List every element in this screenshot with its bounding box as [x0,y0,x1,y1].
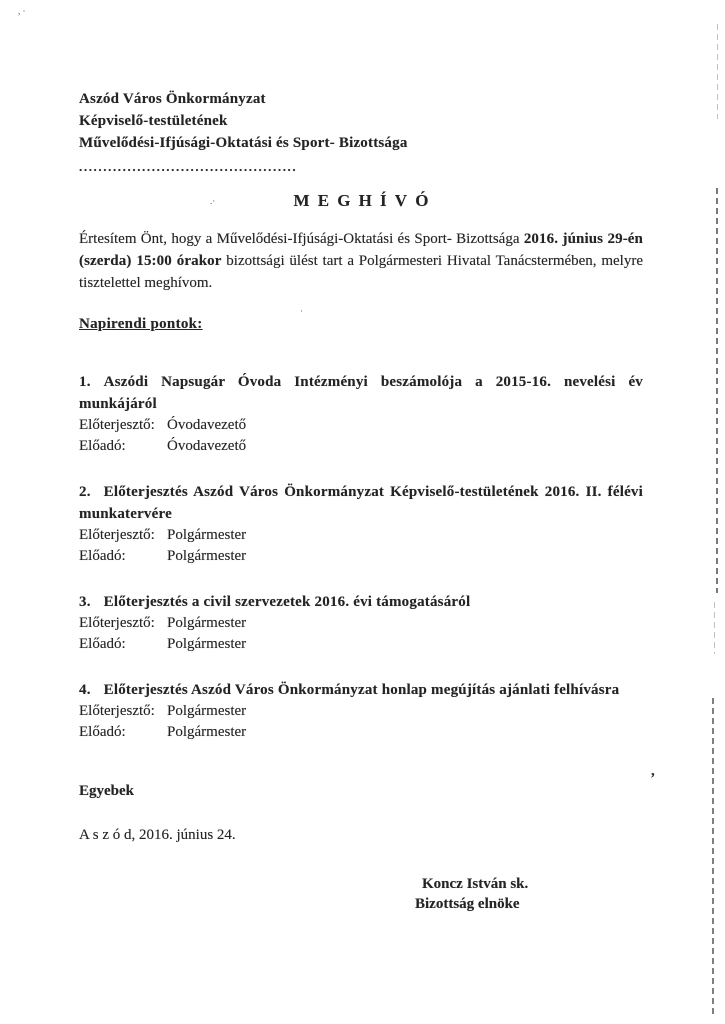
speaker-value: Óvodavezető [167,438,247,454]
scan-speck: · [300,306,303,316]
sender-body: Képviselő-testületének [79,113,228,129]
intro-text-pre: Értesítem Önt, hogy a Művelődési-Ifjúsági-Oktatási és Sport- Bizottsága [79,231,524,247]
agenda-item-title [79,481,643,525]
sender-block [79,88,643,173]
sender-organization: Aszód Város Önkormányzat [79,91,266,107]
agenda-item-number: 1. [79,374,91,390]
speaker-value: Polgármester [167,548,247,564]
presenter-value: Polgármester [167,703,247,719]
scan-speck: , [651,763,655,779]
agenda-item-number: 3. [79,594,91,610]
presenter-value: Polgármester [167,527,247,543]
agenda-item-title [79,371,643,415]
agenda-item-title-text: Aszódi Napsugár Óvoda Intézményi beszámolója a 2015-16. nevelési év munkájáról [79,374,643,412]
sender-committee: Művelődési-Ifjúsági-Oktatási és Sport- Bizottsága [79,135,408,151]
presenter-value: Polgármester [167,615,247,631]
speaker-label: Előadó: [79,724,126,740]
agenda-item-title [79,679,643,701]
signature-name: Koncz István sk. [422,876,529,892]
signature-block [415,874,643,914]
agenda-item-title-text: Előterjesztés a civil szervezetek 2016. évi támogatásáról [103,594,471,610]
speaker-label: Előadó: [79,548,126,564]
agenda-item-title-text: Előterjesztés Aszód Város Önkormányzat honlap megújítás ajánlati felhívásra [103,682,620,698]
intro-text-post: bizottsági ülést tart a Polgármesteri Hivatal Tanácstermében, melyre tisztelettel meghívom. [79,253,643,291]
agenda-item-3 [79,591,643,655]
agenda-item-title-text: Előterjesztés Aszód Város Önkormányzat Képviselő-testületének 2016. II. félévi munkatervére [79,484,643,522]
presenter-value: Óvodavezető [167,417,247,433]
agenda-item-number: 2. [79,484,91,500]
scan-speck: , · [18,6,26,16]
scan-speck: .· [210,196,216,206]
speaker-label: Előadó: [79,636,126,652]
dateline: A s z ó d, 2016. június 24. [79,827,236,843]
agenda-item-title [79,591,643,613]
presenter-row [79,701,643,722]
intro-datetime-bold: 2016. június 29-én (szerda) 15:00 órakor [79,231,644,269]
dotted-fill-line: ............................................. [79,161,298,173]
speaker-row [79,722,643,743]
speaker-value: Polgármester [167,636,247,652]
intro-paragraph [79,228,643,294]
presenter-row [79,613,643,634]
agenda-item-4 [79,679,643,743]
agenda-item-2 [79,481,643,567]
speaker-value: Polgármester [167,724,247,740]
agenda-item-1 [79,371,643,457]
presenter-row [79,415,643,436]
speaker-row [79,436,643,457]
document-title: MEGHÍVÓ [293,191,437,210]
speaker-row [79,634,643,655]
presenter-label: Előterjesztő: [79,417,155,433]
presenter-label: Előterjesztő: [79,615,155,631]
presenter-label: Előterjesztő: [79,527,155,543]
other-items-heading: Egyebek [79,783,135,799]
speaker-label: Előadó: [79,438,126,454]
signature-title: Bizottság elnöke [415,896,520,912]
presenter-label: Előterjesztő: [79,703,155,719]
presenter-row [79,525,643,546]
agenda-heading: Napirendi pontok: [79,316,203,332]
speaker-row [79,546,643,567]
agenda-item-number: 4. [79,682,91,698]
